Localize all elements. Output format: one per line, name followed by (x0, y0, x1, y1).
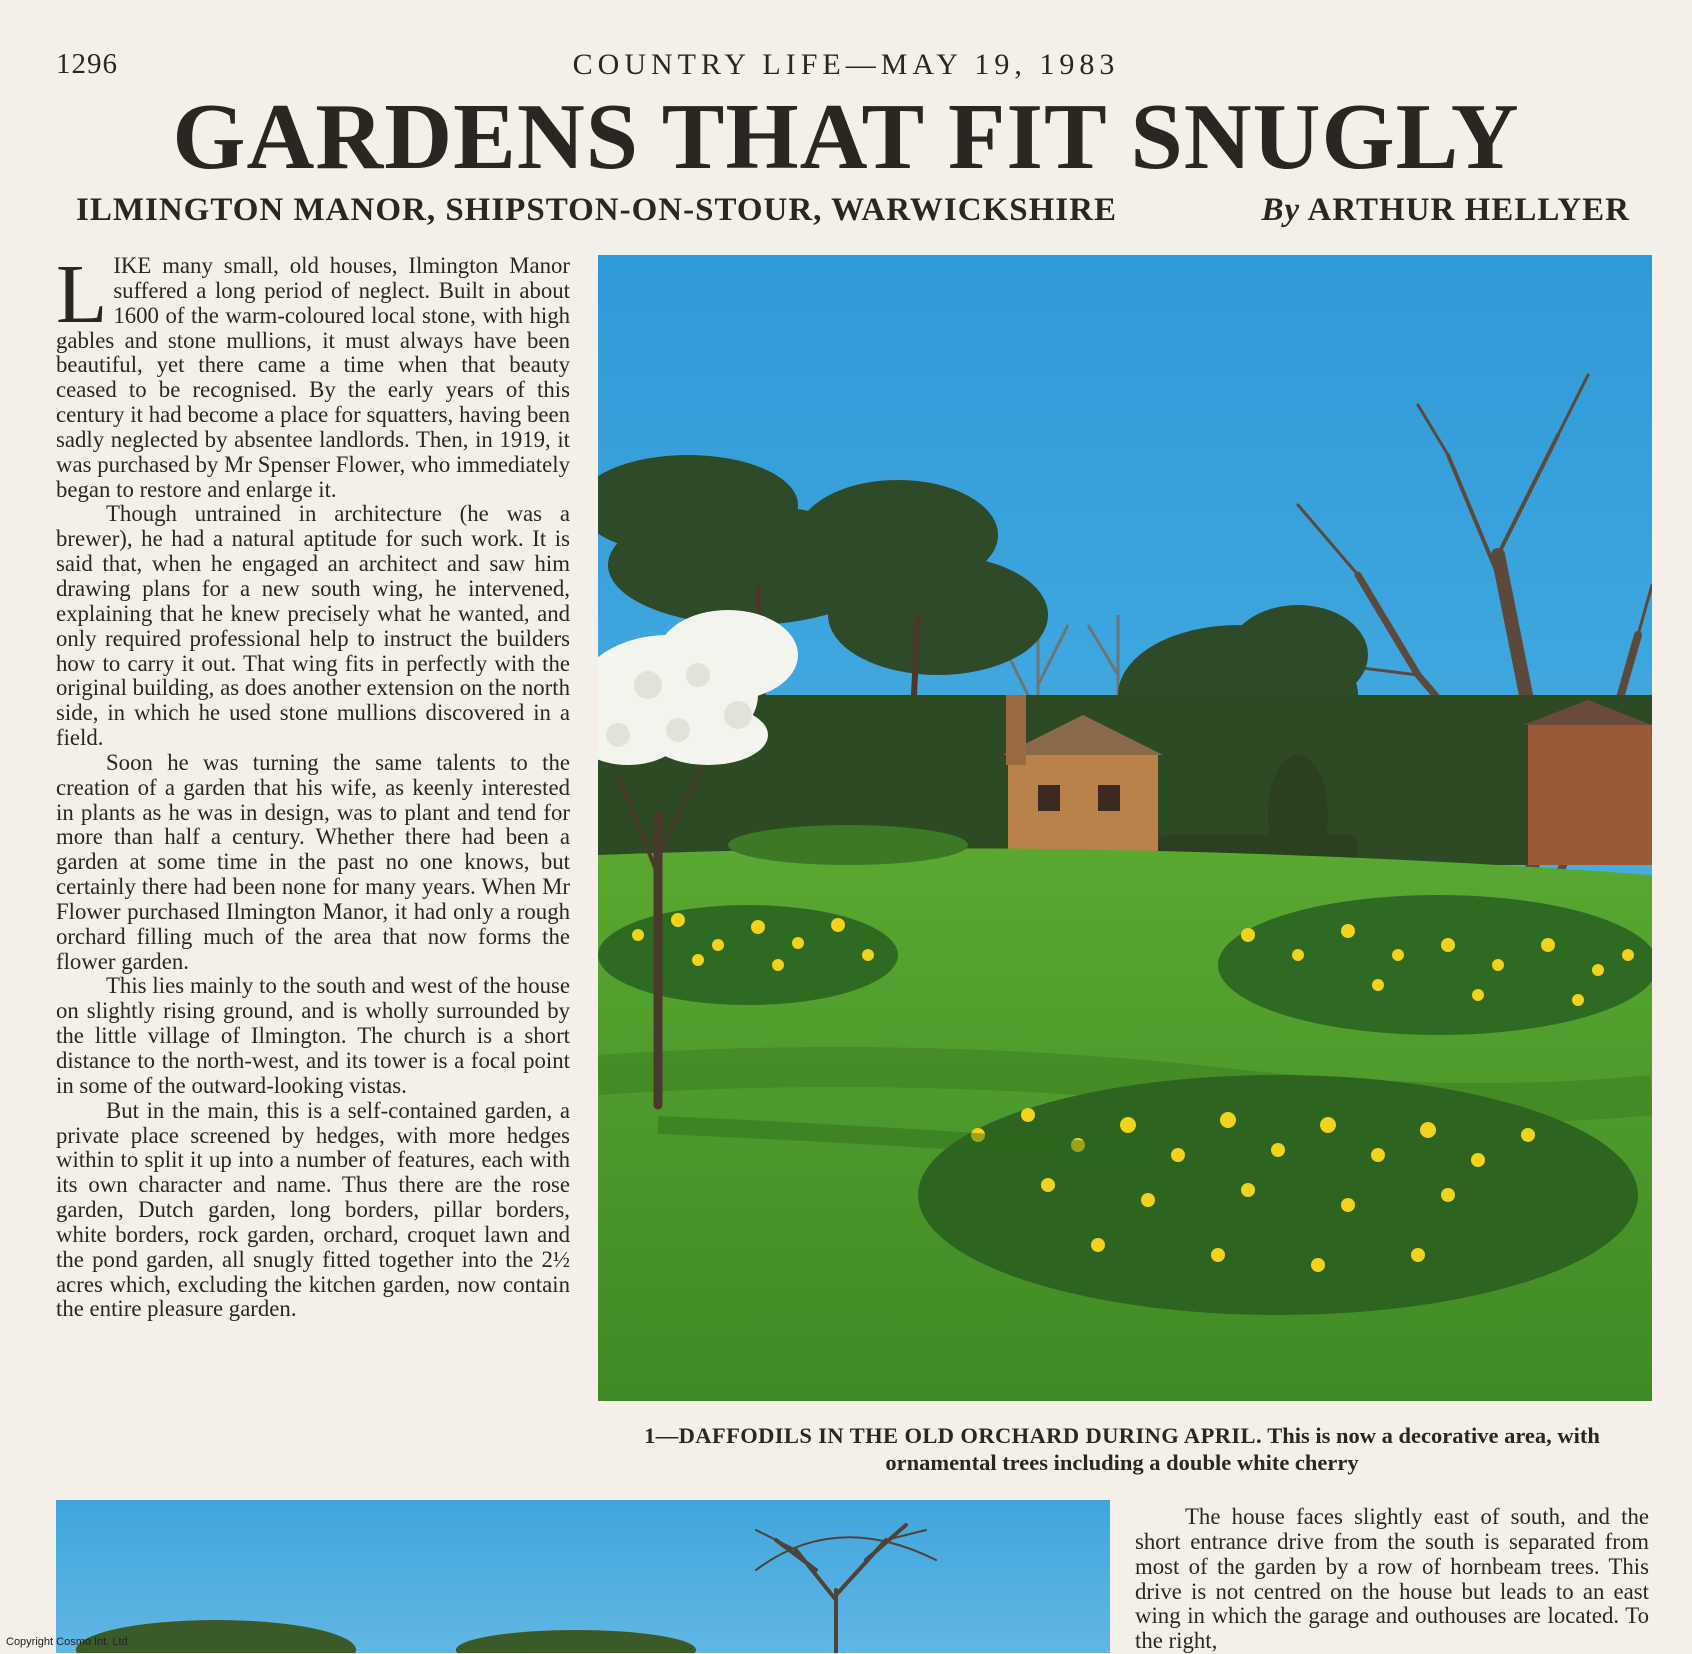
copyright-notice: Copyright Cosmo Int. Ltd (6, 1636, 128, 1648)
body-paragraph: Soon he was turning the same talents to the creation of a garden that his wife, as keenly interested in plants as he was in design, was to plant and tend for more than half a century. Whether there had been a garden at some time in the past no one knows, but certainly there had been none for many years. When Mr Flower purchased Ilmington Manor, it had only a rough orchard filling much of the area that now forms the flower garden. (56, 749, 570, 974)
daffodil-orchard-photo (598, 255, 1652, 1401)
byline (1261, 192, 1630, 229)
body-paragraph: The house faces slightly east of south, and the short entrance drive from the south is separated from most of the garden by a row of hornbeam trees. This drive is not centred on the house but leads to an east wing in which the garage and outhouses are located. To the right, (1135, 1504, 1649, 1654)
article-subtitle: ILMINGTON MANOR, SHIPSTON-ON-STOUR, WARWICKSHIRE (76, 192, 1117, 228)
caption-heading: 1—DAFFODILS IN THE OLD ORCHARD DURING APRIL. (644, 1423, 1262, 1448)
byline-prefix: By (1261, 192, 1301, 228)
page-number: 1296 (56, 48, 118, 80)
drop-cap: L (56, 248, 108, 341)
second-garden-photo (56, 1500, 1110, 1653)
byline-author: ARTHUR HELLYER (1307, 192, 1630, 228)
article-title: GARDENS THAT FIT SNUGLY (172, 85, 1520, 189)
caption-text: This is now a decorative area, with ornamental trees including a double white cherry (885, 1423, 1600, 1475)
body-paragraph: But in the main, this is a self-contained garden, a private place screened by hedges, with more hedges within to split it up into a number of features, each with its own character and name. Thus there are the rose garden, Dutch garden, long borders, pillar borders, white borders, rock garden, orchard, croquet lawn and the pond garden, all snugly fitted together into the 2½ acres which, excluding the kitchen garden, now contain the entire pleasure garden. (56, 1097, 570, 1322)
article-body-right-column (1135, 1505, 1649, 1654)
running-head: COUNTRY LIFE—MAY 19, 1983 (572, 48, 1120, 81)
body-paragraph: Though untrained in architecture (he was a brewer), he had a natural aptitude for such work. It is said that, when he engaged an architect and saw him drawing plans for a new south wing, he intervened, explaining that he knew precisely what he wanted, and only required professional help to instruct the builders how to carry it out. That wing fits in perfectly with the original building, as does another extension on the north side, in which he used stone mullions discovered in a field. (56, 501, 570, 751)
article-body-left-column (56, 248, 570, 1322)
body-paragraph (56, 248, 570, 502)
paragraph-text: IKE many small, old houses, Ilmington Manor suffered a long period of neglect. Built in about 1600 of the warm-coloured local stone, with high gables and stone mullions, it must always have been beautiful, yet there came a time when that beauty ceased to be recognised. By the early years of this century it had become a place for squatters, having been sadly neglected by absentee landlords. Then, in 1919, it was purchased by Mr Spenser Flower, who immediately began to restore and enlarge it. (56, 253, 570, 502)
body-paragraph: This lies mainly to the south and west of the house on slightly rising ground, and is wholly surrounded by the little village of Ilmington. The church is a short distance to the north-west, and its tower is a focal point in some of the outward-looking vistas. (56, 973, 570, 1098)
figure-caption (594, 1422, 1650, 1476)
